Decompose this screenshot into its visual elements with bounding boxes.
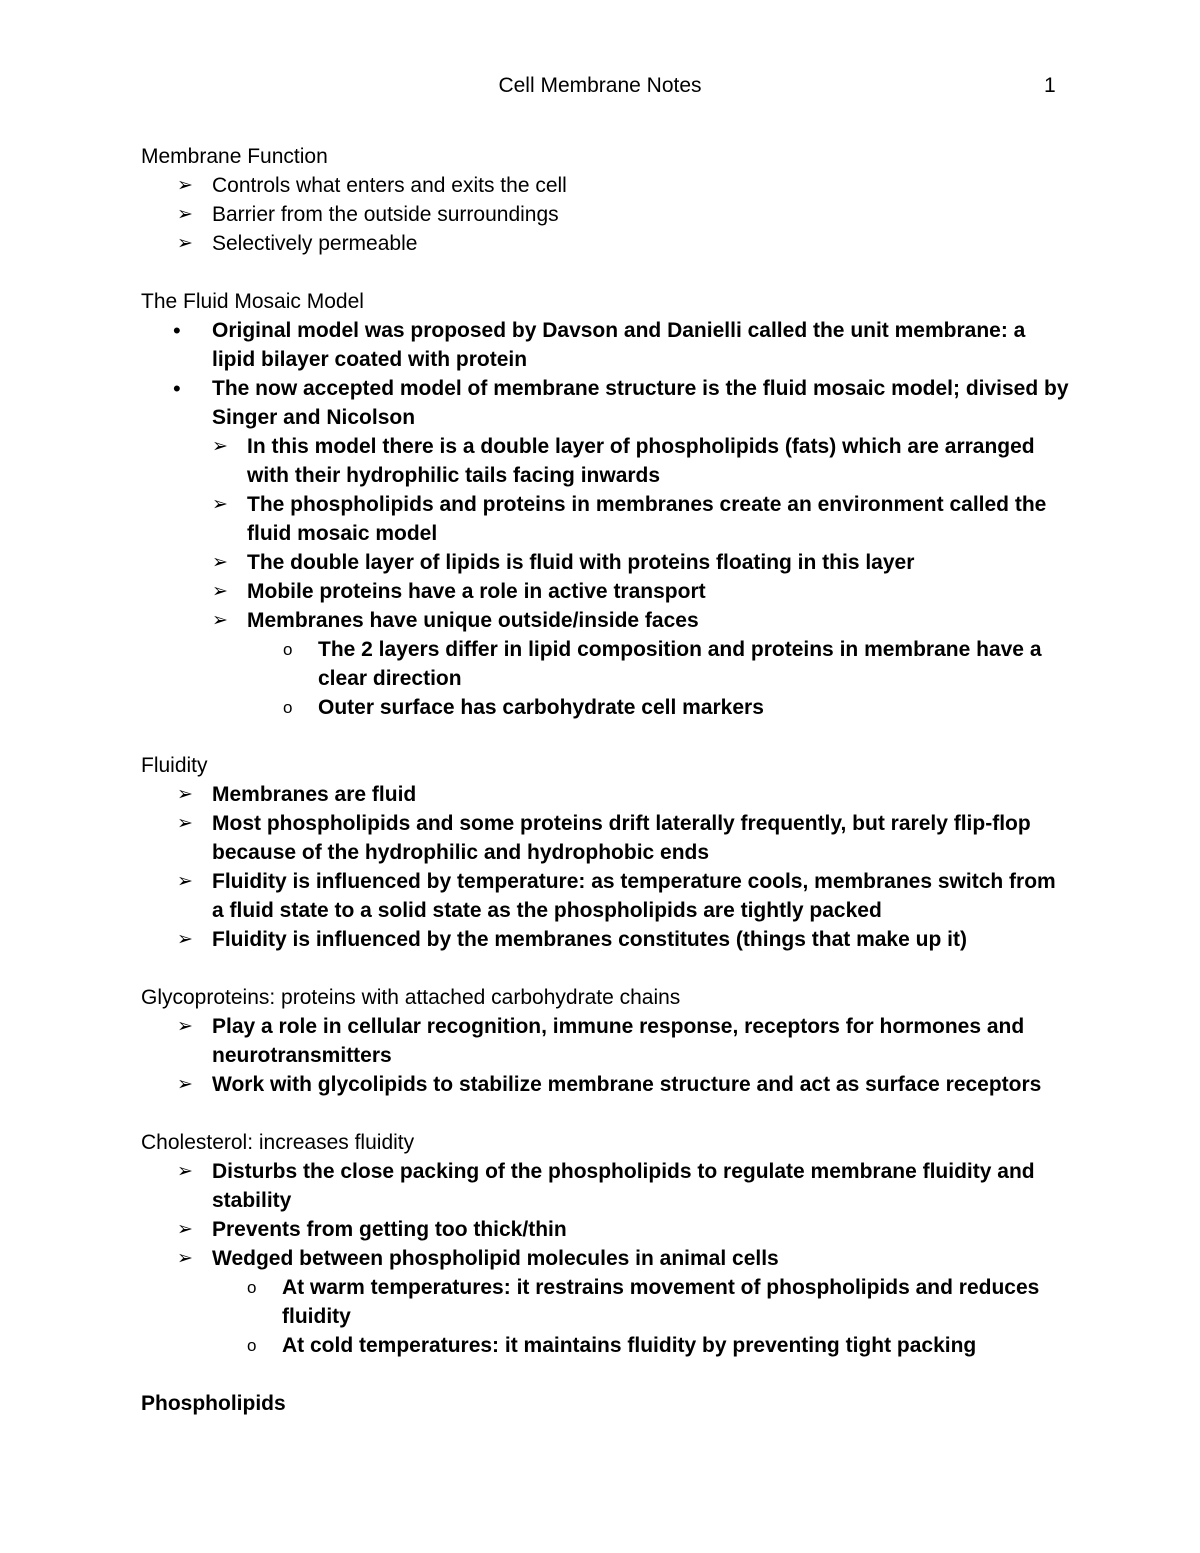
section-phospholipids — [141, 1389, 1071, 1418]
list-item: ➢ Wedged between phospholipid molecules in animal cells — [141, 1244, 1071, 1273]
section-heading: Membrane Function — [141, 145, 328, 168]
list-item: ➢ Barrier from the outside surroundings — [141, 200, 1071, 229]
list-item: ➢ Play a role in cellular recognition, immune response, receptors for hormones and neurotransmitters — [141, 1012, 1071, 1070]
arrow-bullet-icon: ➢ — [177, 929, 193, 950]
arrow-bullet-icon: ➢ — [177, 1219, 193, 1240]
arrow-bullet-icon: ➢ — [177, 784, 193, 805]
page-number: 1 — [1044, 74, 1056, 97]
section-membrane-function — [141, 142, 1071, 258]
list-item: • Original model was proposed by Davson and Danielli called the unit membrane: a lipid bilayer coated with protein — [173, 318, 1026, 371]
arrow-bullet-icon: ➢ — [177, 233, 193, 254]
arrow-bullet-icon: ➢ — [212, 494, 228, 515]
arrow-bullet-icon: ➢ — [212, 610, 228, 631]
list-item: ➢ The phospholipids and proteins in membranes create an environment called the fluid mosaic model — [141, 490, 1071, 548]
circle-bullet-icon: o — [283, 640, 293, 659]
list-item: ➢ Work with glycolipids to stabilize membrane structure and act as surface receptors — [141, 1070, 1071, 1099]
section-fluid-mosaic — [141, 287, 1071, 722]
list-item: ➢ Selectively permeable — [141, 229, 1071, 258]
section-heading: The Fluid Mosaic Model — [141, 290, 364, 313]
list-item: ➢ Mobile proteins have a role in active transport — [141, 577, 1071, 606]
arrow-bullet-icon: ➢ — [212, 581, 228, 602]
arrow-bullet-icon: ➢ — [177, 1074, 193, 1095]
dot-bullet-icon: • — [173, 318, 181, 343]
section-glycoproteins — [141, 983, 1071, 1099]
arrow-bullet-icon: ➢ — [177, 813, 193, 834]
circle-bullet-icon: o — [247, 1336, 257, 1355]
list-item: ➢ Disturbs the close packing of the phospholipids to regulate membrane fluidity and stability — [141, 1157, 1071, 1215]
list-item: o The 2 layers differ in lipid composition and proteins in membrane have a clear direction — [141, 635, 1071, 693]
page-header-title: Cell Membrane Notes — [498, 74, 702, 97]
list-item: ➢ Fluidity is influenced by temperature: as temperature cools, membranes switch from a fluid state to a solid state as the phospholipids are tightly packed — [141, 867, 1071, 925]
list-item: o At cold temperatures: it maintains fluidity by preventing tight packing — [141, 1331, 1071, 1360]
arrow-bullet-icon: ➢ — [177, 1161, 193, 1182]
section-fluidity — [141, 751, 1071, 954]
circle-bullet-icon: o — [283, 698, 293, 717]
dot-bullet-icon: • — [173, 376, 181, 401]
list-item: o Outer surface has carbohydrate cell markers — [141, 693, 1071, 722]
list-item: ➢ Membranes have unique outside/inside faces — [141, 606, 1071, 635]
arrow-bullet-icon: ➢ — [212, 436, 228, 457]
section-heading: Fluidity — [141, 754, 208, 777]
list-item: ➢ Membranes are fluid — [141, 780, 1071, 809]
list-item: ➢ Prevents from getting too thick/thin — [141, 1215, 1071, 1244]
arrow-bullet-icon: ➢ — [177, 204, 193, 225]
arrow-bullet-icon: ➢ — [177, 175, 193, 196]
list-item: • The now accepted model of membrane structure is the fluid mosaic model; divised by Singer and Nicolson — [173, 376, 1069, 429]
list-item: ➢ Most phospholipids and some proteins drift laterally frequently, but rarely flip-flop because of the hydrophilic and hydrophobic ends — [141, 809, 1071, 867]
section-heading: Cholesterol: increases fluidity — [141, 1131, 415, 1154]
list-item: o At warm temperatures: it restrains movement of phospholipids and reduces fluidity — [141, 1273, 1071, 1331]
list-item: ➢ Controls what enters and exits the cell — [141, 171, 1071, 200]
arrow-bullet-icon: ➢ — [177, 1248, 193, 1269]
list-item: ➢ In this model there is a double layer of phospholipids (fats) which are arranged with their hydrophilic tails facing inwards — [141, 432, 1071, 490]
arrow-bullet-icon: ➢ — [212, 552, 228, 573]
section-heading: Glycoproteins: proteins with attached carbohydrate chains — [141, 986, 681, 1009]
list-item: ➢ Fluidity is influenced by the membranes constitutes (things that make up it) — [141, 925, 1071, 954]
section-heading: Phospholipids — [141, 1392, 286, 1415]
section-cholesterol — [141, 1128, 1071, 1360]
arrow-bullet-icon: ➢ — [177, 871, 193, 892]
arrow-bullet-icon: ➢ — [177, 1016, 193, 1037]
list-item: ➢ The double layer of lipids is fluid with proteins floating in this layer — [141, 548, 1071, 577]
circle-bullet-icon: o — [247, 1278, 257, 1297]
document-body — [141, 142, 1071, 1447]
